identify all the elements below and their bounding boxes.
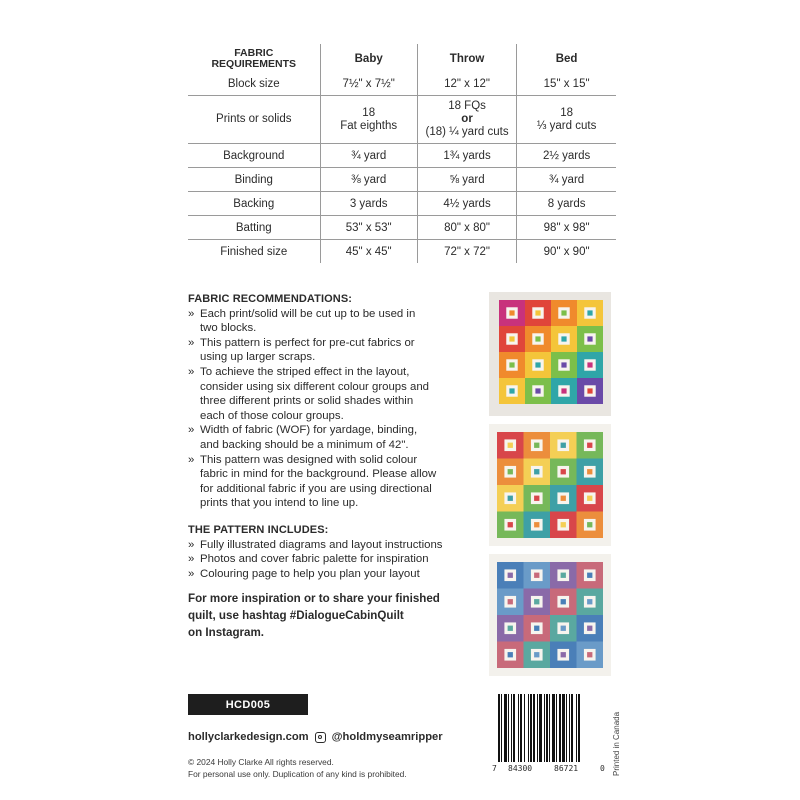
quilt-block-core	[561, 652, 566, 657]
cell-baby: 7½" x 7½"	[320, 73, 417, 96]
quilt-block-core	[509, 388, 514, 393]
quilt-block-core	[534, 573, 539, 578]
quilt-block-core	[587, 626, 592, 631]
quilt-block-core	[508, 599, 513, 604]
barcode-bar	[539, 694, 542, 762]
quilt-photo-warm	[489, 424, 611, 546]
cell-baby: ¾ yard	[320, 144, 417, 168]
quilt-block-core	[561, 443, 566, 448]
info-text-column	[188, 292, 488, 642]
barcode-bar	[549, 694, 550, 762]
barcode-bar	[528, 694, 529, 762]
product-code-badge: HCD005	[188, 694, 308, 715]
list-item: » This pattern was designed with solid colour fabric in mind for the background. Please allow for additional fabric if you are using directional prints that you intend to line up.	[188, 453, 488, 511]
barcode-bar	[504, 694, 507, 762]
table-row	[188, 96, 616, 144]
cell-bed: ¾ yard	[517, 168, 616, 192]
footer-links	[188, 731, 443, 743]
cell-throw: ⅝ yard	[417, 168, 516, 192]
quilt-block-core	[509, 336, 514, 341]
row-label: Finished size	[220, 245, 288, 258]
row-label: Background	[223, 149, 285, 162]
quilt-block-core	[561, 469, 566, 474]
quilt-block-core	[587, 652, 592, 657]
cell-baby: 53" x 53"	[320, 216, 417, 240]
barcode-bar	[569, 694, 570, 762]
quilt-block-core	[561, 599, 566, 604]
cell-bed: 2½ yards	[517, 144, 616, 168]
includes-title: THE PATTERN INCLUDES:	[188, 523, 329, 536]
list-item: » To achieve the striped effect in the layout, consider using six different colour groups and three different prints or solid shades within each of those colour groups.	[188, 365, 488, 423]
fabric-requirements-table	[188, 44, 616, 263]
barcode-bar	[533, 694, 535, 762]
quilt-photo-cool	[489, 554, 611, 676]
includes-list	[188, 538, 488, 582]
quilt-block-core	[509, 362, 514, 367]
quilt-block-core	[535, 388, 540, 393]
column-header-throw: Throw	[417, 44, 516, 73]
barcode-bar	[566, 694, 567, 762]
quilt-block-core	[587, 599, 592, 604]
barcode-bar	[537, 694, 538, 762]
quilt-block-core	[587, 362, 592, 367]
quilt-block-core	[534, 522, 539, 527]
row-label: Prints or solids	[216, 113, 292, 125]
table-row	[188, 216, 616, 240]
quilt-block-core	[535, 310, 540, 315]
quilt-block-core	[534, 443, 539, 448]
quilt-block-core	[587, 522, 592, 527]
barcode-bar	[520, 694, 522, 762]
copyright-text: © 2024 Holly Clarke All rights reserved.	[188, 757, 334, 767]
cell-bed: 15" x 15"	[517, 73, 616, 96]
quilt-block-core	[587, 573, 592, 578]
cell-baby: 18 Fat eighths	[320, 96, 417, 144]
instagram-handle[interactable]: @holdmyseamripper	[331, 731, 443, 743]
quilt-block-core	[587, 310, 592, 315]
cell-bed: 8 yards	[517, 192, 616, 216]
quilt-block-core	[508, 443, 513, 448]
quilt-block-core	[508, 626, 513, 631]
quilt-block-core	[508, 522, 513, 527]
quilt-block-core	[508, 469, 513, 474]
usage-text: For personal use only. Duplication of any kind is prohibited.	[188, 769, 407, 779]
quilt-block-core	[587, 443, 592, 448]
quilt-block-core	[561, 310, 566, 315]
cell-throw: 80" x 80"	[417, 216, 516, 240]
cell-bed: 98" x 98"	[517, 216, 616, 240]
cell-throw: 72" x 72"	[417, 240, 516, 264]
barcode-bar	[518, 694, 519, 762]
table-row	[188, 168, 616, 192]
row-label: Binding	[234, 173, 273, 186]
recommendations-title: FABRIC RECOMMENDATIONS:	[188, 293, 353, 305]
quilt-block-core	[534, 469, 539, 474]
quilt-block-core	[561, 362, 566, 367]
cell-throw: 1¾ yards	[417, 144, 516, 168]
cell-throw: 12" x 12"	[417, 73, 516, 96]
quilt-block-core	[534, 652, 539, 657]
quilt-block-core	[561, 496, 566, 501]
list-item: » This pattern is perfect for pre-cut fabrics or using up larger scraps.	[188, 336, 488, 365]
table-row	[188, 73, 616, 96]
quilt-block-core	[587, 496, 592, 501]
cell-baby: 3 yards	[320, 192, 417, 216]
barcode-bar	[546, 694, 548, 762]
instagram-icon	[315, 732, 326, 743]
copyright-block	[188, 756, 407, 780]
quilt-block-core	[587, 469, 592, 474]
barcode-bar	[544, 694, 545, 762]
printed-in-label: Printed in Canada	[612, 711, 621, 776]
recommendations-list	[188, 307, 488, 511]
quilt-block-core	[587, 388, 592, 393]
cell-bed: 90" x 90"	[517, 240, 616, 264]
table-corner-label: FABRIC REQUIREMENTS	[211, 46, 297, 70]
barcode-bar	[530, 694, 532, 762]
row-label: Block size	[227, 78, 280, 90]
column-header-baby: Baby	[320, 44, 417, 73]
barcode-bar	[498, 694, 500, 762]
quilt-block-core	[535, 336, 540, 341]
barcode-bar	[524, 694, 525, 762]
barcode-bar	[578, 694, 580, 762]
barcode-bar	[511, 694, 512, 762]
barcode-bar	[562, 694, 565, 762]
quilt-block-core	[534, 599, 539, 604]
table-row	[188, 144, 616, 168]
list-item: » Fully illustrated diagrams and layout instructions	[188, 538, 488, 553]
barcode	[488, 690, 612, 786]
cell-throw: 18 FQs or (18) ¼ yard cuts	[417, 96, 516, 144]
barcode-bar	[571, 694, 573, 762]
quilt-block-core	[534, 496, 539, 501]
quilt-block-core	[561, 573, 566, 578]
cell-baby: 45" x 45"	[320, 240, 417, 264]
row-label: Batting	[235, 221, 272, 234]
table-row	[188, 192, 616, 216]
table-header-row	[188, 44, 616, 73]
quilt-block-core	[534, 626, 539, 631]
cell-throw: 4½ yards	[417, 192, 516, 216]
barcode-bar	[501, 694, 502, 762]
column-header-bed: Bed	[517, 44, 616, 73]
row-label: Backing	[233, 197, 275, 210]
barcode-bar	[556, 694, 557, 762]
quilt-block-core	[561, 522, 566, 527]
barcode-lead-digit: 7	[492, 764, 497, 773]
quilt-block-core	[587, 336, 592, 341]
barcode-bar	[513, 694, 515, 762]
list-item: » Colouring page to help you plan your layout	[188, 567, 488, 582]
quilt-photo-rainbow	[489, 292, 611, 416]
barcode-bar	[552, 694, 555, 762]
quilt-block-core	[561, 626, 566, 631]
quilt-block-core	[508, 652, 513, 657]
barcode-bar	[508, 694, 509, 762]
inspiration-text: For more inspiration or to share your finished quilt, use hashtag #DialogueCabinQuilt on Instagram.	[188, 592, 440, 639]
quilt-block-core	[535, 362, 540, 367]
quilt-block-core	[561, 388, 566, 393]
website-link[interactable]: hollyclarkedesign.com	[188, 731, 309, 743]
cell-bed: 18 ⅓ yard cuts	[517, 96, 616, 144]
quilt-block-core	[561, 336, 566, 341]
list-item: » Width of fabric (WOF) for yardage, binding, and backing should be a minimum of 42".	[188, 423, 488, 452]
quilt-block-core	[508, 573, 513, 578]
barcode-bars	[488, 690, 612, 764]
table-row	[188, 240, 616, 264]
list-item: » Each print/solid will be cut up to be used in two blocks.	[188, 307, 488, 336]
barcode-group2: 86721	[554, 764, 579, 773]
barcode-trail-digit: 0	[600, 764, 605, 773]
quilt-block-core	[508, 496, 513, 501]
barcode-bar	[576, 694, 577, 762]
barcode-group1: 84300	[508, 764, 533, 773]
barcode-bar	[559, 694, 561, 762]
cell-baby: ⅜ yard	[320, 168, 417, 192]
list-item: » Photos and cover fabric palette for inspiration	[188, 552, 488, 567]
quilt-block-core	[509, 310, 514, 315]
